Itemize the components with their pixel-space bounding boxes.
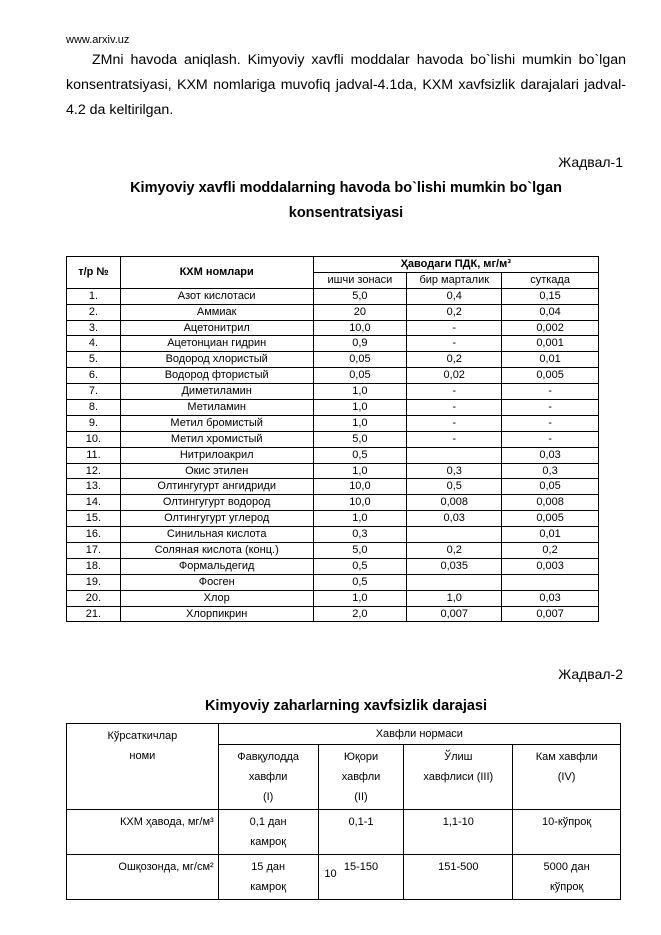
hazard-level-text: Кам хавфли [535,751,598,763]
hazard-value-text: 15-150 [343,861,379,873]
single-value [407,574,502,590]
hazard-value-text: 10-кўпроқ [542,816,592,828]
hazard-value-text: 151-500 [438,861,479,873]
hazard-level-text: (I) [262,791,274,803]
work-zone-value: 5,0 [313,288,407,304]
work-zone-value: 0,05 [313,352,407,368]
header-single: бир марталик [407,272,502,288]
daily-value: - [502,400,599,416]
single-value: 0,007 [407,606,502,622]
table-row [67,415,599,431]
daily-value: - [502,384,599,400]
work-zone-value: 0,5 [313,447,407,463]
single-value: 0,03 [407,511,502,527]
single-value: - [407,415,502,431]
daily-value: - [502,431,599,447]
table-row [67,574,599,590]
substance-name: Соляная кислота (конц.) [120,543,313,559]
table1-label: Жадвал-1 [558,154,623,170]
single-value: - [407,400,502,416]
table-row [67,288,599,304]
daily-value: 0,007 [502,606,599,622]
header-indicator-line2: номи [129,750,156,762]
substance-name: Хлор [120,590,313,606]
row-num: 11. [67,447,121,463]
single-value: 0,2 [407,543,502,559]
header-daily: суткада [502,272,599,288]
work-zone-value: 1,0 [313,400,407,416]
substance-name: Метиламин [120,400,313,416]
row-num: 14. [67,495,121,511]
single-value: - [407,384,502,400]
hazard-level-text: (IV) [557,771,576,783]
work-zone-value: 0,9 [313,336,407,352]
work-zone-value: 5,0 [313,431,407,447]
hazard-value-text: 0,1-1 [348,816,374,828]
hazard-level-text: Ўлиш [444,751,473,763]
table-row [67,400,599,416]
hazard-level-1 [218,745,318,810]
daily-value: 0,15 [502,288,599,304]
substance-name: Азот кислотаси [120,288,313,304]
hazard-level-4 [513,745,621,810]
table2-title: Kimyoviy zaharlarning xavfsizlik darajasi [204,698,488,714]
daily-value: 0,01 [502,527,599,543]
row-num: 13. [67,479,121,495]
daily-value: 0,008 [502,495,599,511]
work-zone-value: 5,0 [313,543,407,559]
hazard-level-text: хавфли [341,771,381,783]
row-num: 1. [67,288,121,304]
indicator-name: КХМ ҳавода, мг/м³ [67,810,219,855]
work-zone-value: 1,0 [313,384,407,400]
substance-name: Аммиак [120,304,313,320]
indicator-name: Ошқозонда, мг/см² [67,855,219,900]
substance-name: Диметиламин [120,384,313,400]
hazard-value-text: камроқ [250,836,287,848]
intro-paragraph [66,48,626,123]
hazard-level-2 [318,745,404,810]
table-row [67,543,599,559]
daily-value: 0,04 [502,304,599,320]
hazard-level-text: Юқори [343,751,379,763]
single-value [407,527,502,543]
daily-value: - [502,415,599,431]
table-row [67,352,599,368]
substance-name: Олтингугурт водород [120,495,313,511]
single-value: 0,02 [407,368,502,384]
work-zone-value: 0,5 [313,574,407,590]
daily-value: 0,03 [502,447,599,463]
substance-name: Синильная кислота [120,527,313,543]
hazard-value-text: 5000 дан [543,861,590,873]
header-hazard-norm: Хавфли нормаси [218,724,620,745]
daily-value: 0,002 [502,320,599,336]
hazard-value [218,810,318,855]
header-pdk: Ҳаводаги ПДК, мг/м³ [313,257,599,273]
row-num: 7. [67,384,121,400]
work-zone-value: 1,0 [313,463,407,479]
daily-value: 0,3 [502,463,599,479]
row-num: 15. [67,511,121,527]
substance-name: Олтингугурт ангидриди [120,479,313,495]
row-num: 2. [67,304,121,320]
hazard-value [404,810,513,855]
table-row [67,590,599,606]
substance-name: Ацетонитрил [120,320,313,336]
work-zone-value: 10,0 [313,495,407,511]
substance-name: Олтингугурт углерод [120,511,313,527]
row-num: 21. [67,606,121,622]
header-work-zone: ишчи зонаси [313,272,407,288]
daily-value: 0,001 [502,336,599,352]
header-indicator [67,724,219,810]
single-value: 0,2 [407,304,502,320]
substance-name: Нитрилоакрил [120,447,313,463]
daily-value: 0,005 [502,511,599,527]
row-num: 12. [67,463,121,479]
table-row [67,527,599,543]
hazard-level-text: хавфлиси (III) [423,771,494,783]
work-zone-value: 2,0 [313,606,407,622]
substance-name: Метил хромистый [120,431,313,447]
row-num: 8. [67,400,121,416]
single-value: - [407,431,502,447]
hazard-level-text: (II) [354,791,368,803]
single-value: - [407,336,502,352]
hazard-value-text: 0,1 дан [249,816,287,828]
row-num: 18. [67,558,121,574]
header-name: КХМ номлари [120,257,313,289]
row-num: 3. [67,320,121,336]
daily-value: 0,01 [502,352,599,368]
row-num: 9. [67,415,121,431]
row-num: 4. [67,336,121,352]
daily-value: 0,05 [502,479,599,495]
table-row [67,495,599,511]
page-number: 10 [324,868,337,880]
work-zone-value: 10,0 [313,320,407,336]
work-zone-value: 10,0 [313,479,407,495]
daily-value: 0,003 [502,558,599,574]
table-row [67,511,599,527]
table-row [67,304,599,320]
row-num: 17. [67,543,121,559]
single-value: 0,008 [407,495,502,511]
hazard-level-text: Фавқулодда [237,751,300,763]
substance-name: Водород хлористый [120,352,313,368]
table-row [67,368,599,384]
substance-name: Окис этилен [120,463,313,479]
single-value: - [407,320,502,336]
hazard-value-text: 1,1-10 [442,816,474,828]
hazard-value [318,810,404,855]
single-value: 0,2 [407,352,502,368]
row-num: 10. [67,431,121,447]
table-row [67,810,621,855]
table-row [67,606,599,622]
table-row [67,463,599,479]
substance-name: Хлорпикрин [120,606,313,622]
pdk-table [66,256,599,622]
row-num: 20. [67,590,121,606]
substance-name: Фосген [120,574,313,590]
table-row [67,431,599,447]
work-zone-value: 0,3 [313,527,407,543]
table-row [67,558,599,574]
table-row [67,336,599,352]
row-num: 5. [67,352,121,368]
work-zone-value: 1,0 [313,511,407,527]
table2-label: Жадвал-2 [558,666,623,682]
table1-title-line2: konsentratsiyasi [288,205,404,221]
table-row [67,320,599,336]
row-num: 19. [67,574,121,590]
work-zone-value: 0,05 [313,368,407,384]
daily-value: 0,2 [502,543,599,559]
single-value: 1,0 [407,590,502,606]
header-indicator-line1: Кўрсаткичлар [107,730,178,742]
substance-name: Водород фтористый [120,368,313,384]
work-zone-value: 20 [313,304,407,320]
substance-name: Ацетонциан гидрин [120,336,313,352]
single-value: 0,035 [407,558,502,574]
single-value [407,447,502,463]
daily-value [502,574,599,590]
work-zone-value: 0,5 [313,558,407,574]
table-row [67,384,599,400]
table-row [67,479,599,495]
header-num: т/р № [67,257,121,289]
substance-name: Метил бромистый [120,415,313,431]
single-value: 0,5 [407,479,502,495]
daily-value: 0,005 [502,368,599,384]
table1-title-line1: Kimyoviy xavfli moddalarning havoda bo`lishi mumkin bo`lgan [130,180,562,196]
substance-name: Формальдегид [120,558,313,574]
hazard-value-text: кўпроқ [549,881,584,893]
single-value: 0,4 [407,288,502,304]
hazard-value-text: камроқ [250,881,287,893]
single-value: 0,3 [407,463,502,479]
daily-value: 0,03 [502,590,599,606]
work-zone-value: 1,0 [313,590,407,606]
table-row [67,447,599,463]
intro-text: ZMni havoda aniqlash. Kimyoviy xavfli moddalar havoda bo`lishi mumkin bo`lgan konsentratsiyasi, KXM nomlariga muvofiq jadval-4.1da, KXM xavfsizlik darajalari jadval-4.2 da keltirilgan. [66,52,626,118]
hazard-value [513,810,621,855]
work-zone-value: 1,0 [313,415,407,431]
hazard-level-text: хавфли [248,771,288,783]
row-num: 6. [67,368,121,384]
row-num: 16. [67,527,121,543]
hazard-level-3 [404,745,513,810]
site-url: www.arxiv.uz [66,34,130,46]
hazard-value-text: 15 дан [251,861,286,873]
